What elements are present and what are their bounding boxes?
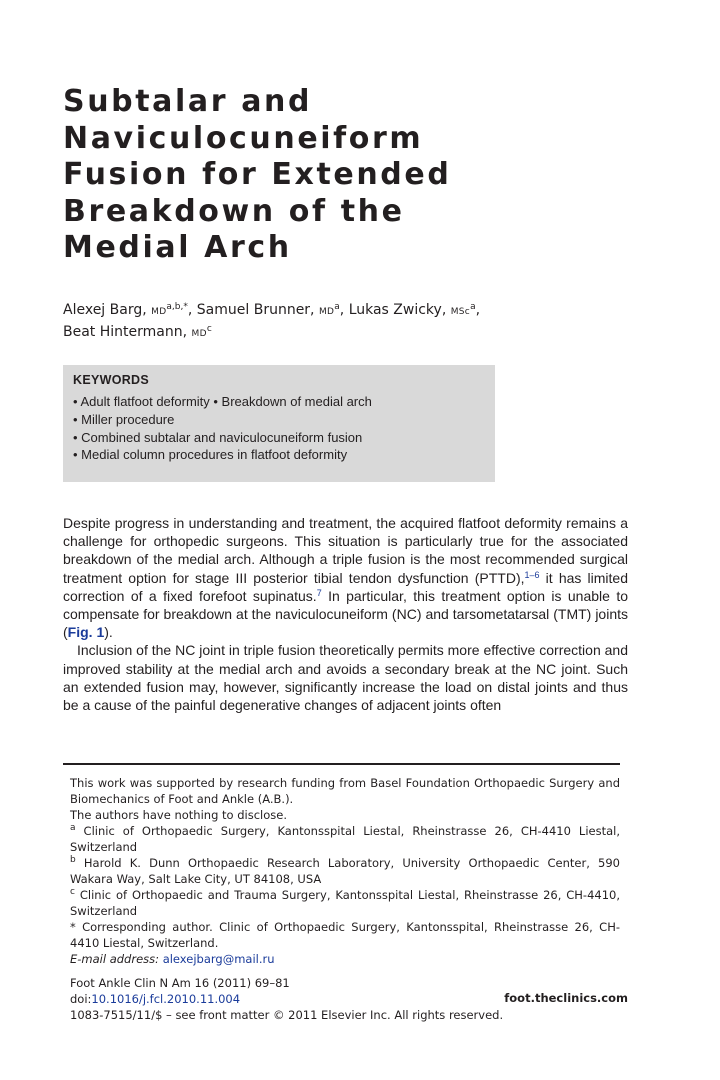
keywords-heading: KEYWORDS [73, 373, 150, 387]
keyword-line: • Combined subtalar and naviculocuneiform fusion [73, 429, 363, 445]
title-line: Fusion for Extended [63, 157, 452, 192]
doi-link[interactable]: 10.1016/j.fcl.2010.11.004 [91, 991, 241, 1006]
footnote-divider [63, 763, 620, 765]
disclosure-note: The authors have nothing to disclose. [70, 808, 287, 822]
title-line: Naviculocuneiform [63, 120, 424, 156]
doi-line: doi:10.1016/j.fcl.2010.11.004 [70, 991, 241, 1006]
figure-link[interactable]: Fig. 1 [67, 624, 105, 641]
reference-link[interactable]: 1–6 [524, 569, 540, 580]
author-degree: MD [191, 329, 207, 339]
body-text [63, 514, 628, 714]
author-degree: MSc [450, 307, 471, 317]
corresponding-author-note: * Corresponding author. Clinic of Orthopaedic Surgery, Kantonsspital, Rheinstrasse 26, CH-4410 Liestal, Switzerland. [70, 920, 620, 950]
author-name: Alexej Barg, [63, 302, 147, 318]
affiliation-c: $^c$ Clinic of Orthopaedic and Trauma Surgery, Kantonsspital Liestal, Rheinstrasse 26, CH-4410, Switzerland [70, 887, 621, 918]
body-paragraph: Inclusion of the NC joint in triple fusion theoretically permits more effective correction and improved stability at the medial arch and avoids a secondary break at the NC joint. Such an extended fusion may, however, significantly increase the load on distal joints and thus be a cause of the painful degenerative changes of adjacent joints often [63, 642, 628, 714]
author-degree: MD [318, 307, 335, 317]
affiliation-a: $^a$ Clinic of Orthopaedic Surgery, Kantonsspital Liestal, Rheinstrasse 26, CH-4410 Liestal, Switzerland [70, 823, 621, 854]
author-affiliation: a [334, 302, 340, 312]
reference-link[interactable]: 7 [316, 587, 322, 598]
author-affiliation: a,b,* [166, 302, 188, 312]
author-name: Lukas Zwicky, [348, 302, 447, 318]
author-affiliation: c [206, 324, 212, 334]
author-list: Alexej Barg, $MD^{a,b,*}$, Samuel Brunner, $MD^a$, Lukas Zwicky, MSc$^a$, Beat Hintermann, $MD^c$ [63, 302, 481, 340]
author-degree: MD [151, 307, 167, 317]
affiliation-b: $^b$ Harold K. Dunn Orthopaedic Research Laboratory, University Orthopaedic Center, 590 Wakara Way, Salt Lake City, UT 84108, USA [70, 855, 620, 886]
author-name: Beat Hintermann, [63, 324, 188, 340]
journal-citation: Foot Ankle Clin N Am 16 (2011) 69–81 [70, 976, 290, 990]
keyword-line: • Miller procedure [73, 411, 175, 427]
title-line: Medial Arch [63, 230, 292, 265]
article-title [63, 84, 623, 267]
keyword-line: • Adult flatfoot deformity • Breakdown of medial arch [73, 394, 372, 409]
journal-website[interactable]: foot.theclinics.com [504, 991, 628, 1005]
title-line: Breakdown of the [63, 193, 405, 229]
footnotes [70, 775, 620, 967]
email-link[interactable]: alexejbarg@mail.ru [162, 952, 275, 966]
body-paragraph: Despite progress in understanding and treatment, the acquired flatfoot deformity remains a challenge for orthopedic surgeons. This situation is particularly true for the associated breakdown of the medial arch. Although a triple fusion is the most recommended surgical treatment option for stage III posterior tibial tendon dysfunction (PTTD),$^{1-6}$ it has limited correction of a fixed forefoot supinatus.$^7$ In particular, this treatment option is unable to compensate for breakdown at the naviculocuneiform (NC) and tarsometatarsal (TMT) joints (Fig. 1). [63, 515, 628, 641]
copyright-line: 1083-7515/11/$ – see front matter © 2011 Elsevier Inc. All rights reserved. [70, 1007, 504, 1022]
funding-note: This work was supported by research funding from Basel Foundation Orthopaedic Surgery and Biomechanics of Foot and Ankle (A.B.). [70, 776, 620, 806]
keyword-line: • Medial column procedures in flatfoot deformity [73, 447, 348, 463]
author-name: Samuel Brunner, [196, 302, 315, 318]
email-line: E-mail address: alexejbarg@mail.ru [70, 952, 275, 966]
title-line: Subtalar and [63, 84, 313, 119]
keywords-box [63, 365, 495, 482]
author-affiliation: a [470, 302, 476, 312]
